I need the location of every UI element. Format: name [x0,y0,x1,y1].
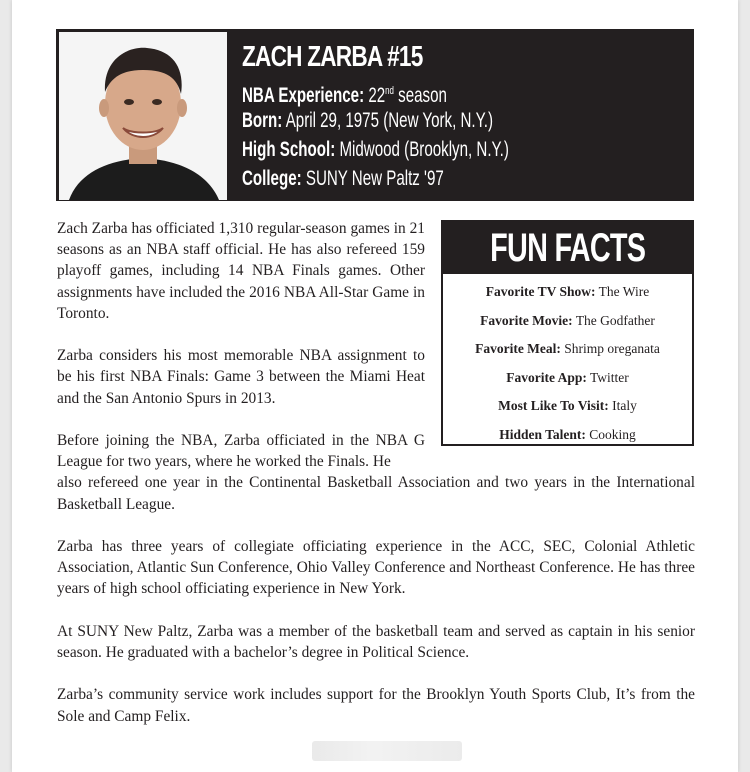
watermark [312,741,462,761]
document-page [12,0,738,772]
bio-paragraph-4: Zarba has three years of collegiate officiating experience in the ACC, SEC, Colonial Athletic Association, Atlantic Sun Conference, Ohio Valley Conference and Northeast Conference. He has three years of high school officiating experience in New York. [57,538,695,598]
experience-value: 22nd season [368,84,447,107]
bio-paragraph-3-part-a: Before joining the NBA, Zarba officiated in the NBA G League for two years, where he worked the Finals. He [57,432,425,471]
born-line [242,106,560,135]
fun-fact-talent: Hidden Talent: Cooking [499,426,636,442]
fun-fact-movie: Favorite Movie: The Godfather [480,312,655,328]
experience-label: NBA Experience: [242,84,365,107]
high-school-line [242,135,560,164]
official-name: ZACH ZARBA #15 [242,41,423,73]
bio-paragraph-5: At SUNY New Paltz, Zarba was a member of the basketball team and served as captain in his senior season. He graduated with a bachelor’s degree in Political Science. [57,622,695,661]
biography [57,218,695,748]
fun-fact-meal: Favorite Meal: Shrimp oreganata [475,341,660,356]
bio-paragraph-6: Zarba’s community service work includes support for the Brooklyn Youth Sports Club, It’s from the Sole and Camp Felix. [57,686,695,725]
bio-paragraph-3-part-b: also refereed one year in the Continental Basketball Association and two years in the International Basketball League. [57,474,695,513]
high-school-value: Midwood (Brooklyn, N.Y.) [339,138,509,161]
bio-paragraph-1: Zach Zarba has officiated 1,310 regular-season games in 21 seasons as an NBA staff official. He has also refereed 159 playoff games, including 14 NBA Finals games. Other assignments have included the 2016 NBA All-Star Game in Toronto. [57,220,425,322]
bio-paragraph-2: Zarba considers his most memorable NBA assignment to be his first NBA Finals: Game 3 between the Miami Heat and the San Antonio Spurs in 2013. [57,347,425,407]
college-line [242,164,560,193]
fun-fact-app: Favorite App: Twitter [506,369,629,385]
profile-header [56,29,694,201]
headshot-illustration [59,32,227,200]
experience-line [242,77,560,106]
profile-details [242,41,684,193]
fun-fact-visit: Most Like To Visit: Italy [498,398,637,413]
college-value: SUNY New Paltz '97 [305,167,444,190]
fun-facts-title: FUN FACTS [443,222,692,274]
high-school-label: High School: [242,138,336,161]
headshot-photo [59,32,227,200]
born-value: April 29, 1975 (New York, N.Y.) [285,109,494,132]
fun-fact-tv-show: Favorite TV Show: The Wire [485,284,650,299]
born-label: Born: [242,109,283,132]
college-label: College: [242,167,302,190]
bio-paragraph-3 [57,430,695,515]
